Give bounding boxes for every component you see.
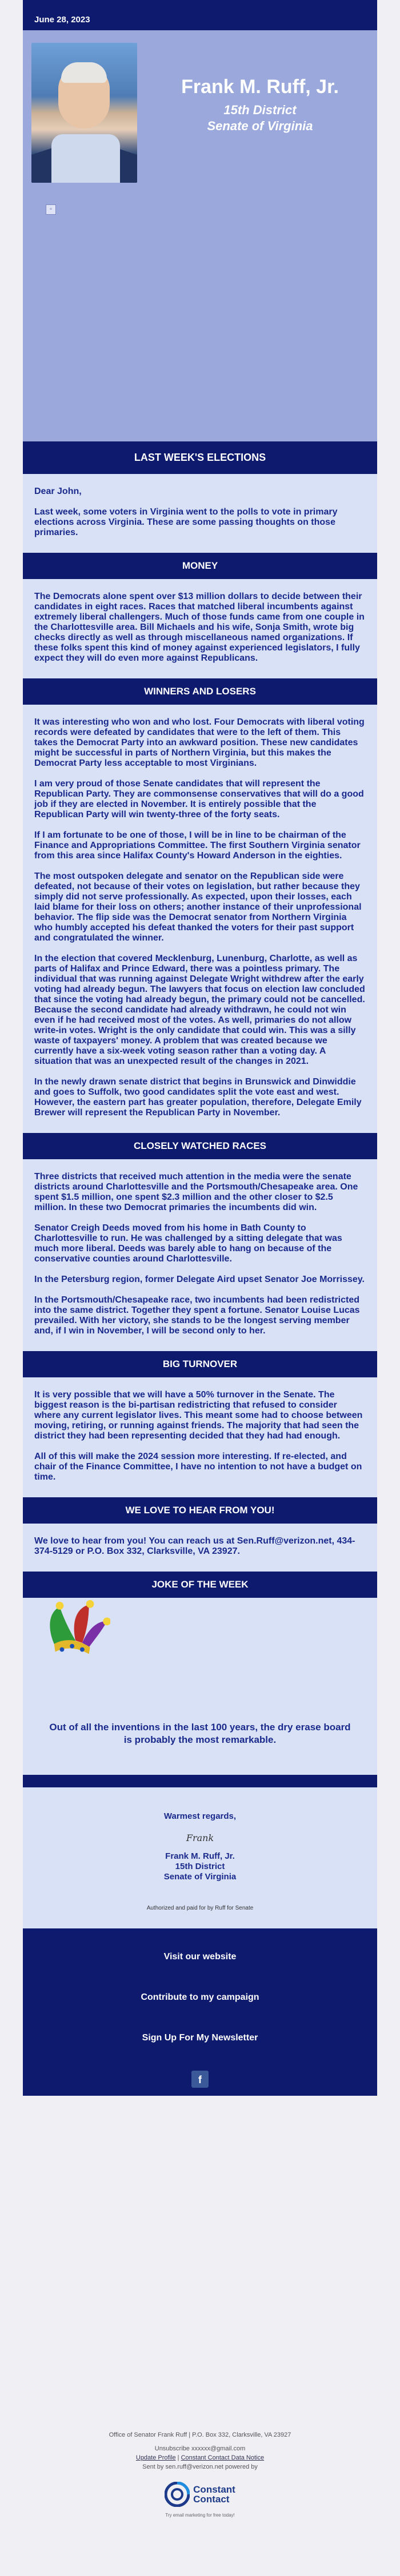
top-bar bbox=[23, 0, 377, 7]
paragraph: The Democrats alone spent over $13 million dollars to decide between their candidates in eight races. Races that matched liberal incumbents against extremely liberal challengers. Much of those funds came from one couple in the Charlottesville area. Bill Michaels and his wife, Sonja Smith, wrote big checks directly as well as through miscellaneous named organizations. If these folks spent this kind of money against experienced legislators, I fully expect they will do even more against Republicans. bbox=[34, 592, 365, 663]
footer-address: Office of Senator Frank Ruff | P.O. Box 332, Clarksville, VA 23927 bbox=[109, 2432, 291, 2438]
footer bbox=[0, 2422, 400, 2520]
signature: Frank bbox=[186, 1832, 214, 1843]
paragraph: If I am fortunate to be one of those, I will be in line to be chairman of the Finance and Appropriations Committee. The first Southern Virginia senator from this area since Halifax County's Howard Anderson in the eighties. bbox=[34, 830, 361, 861]
cc-brand-line2: Contact bbox=[193, 2494, 230, 2505]
section-body-winners bbox=[23, 705, 377, 1133]
section-heading-turnover: BIG TURNOVER bbox=[23, 1351, 377, 1377]
paragraph: We love to hear from you! You can reach us at Sen.Ruff@verizon.net, 434-374-5129 or P.O. Box 332, Clarksville, VA 23927. bbox=[34, 1536, 355, 1556]
paragraph: In the Portsmouth/Chesapeake race, two incumbents had been redistricted into the same district. Together they spent a fortune. Senator Louise Lucas prevailed. With her victory, she stands to be the longest serving member and, if I win in November, I will be second only to her. bbox=[34, 1295, 360, 1336]
section-body-money bbox=[23, 579, 377, 678]
joke-body bbox=[23, 1598, 377, 1775]
section-heading-money: MONEY bbox=[23, 553, 377, 579]
joke-text: Out of all the inventions in the last 100 years, the dry erase board is probably the most remarkable. bbox=[49, 1722, 351, 1745]
section-body-turnover bbox=[23, 1377, 377, 1497]
cc-tagline: Try email marketing for free today! bbox=[165, 2513, 235, 2518]
newsletter-container bbox=[23, 0, 377, 2096]
section-heading-contact: WE LOVE TO HEAR FROM YOU! bbox=[23, 1497, 377, 1524]
constant-contact-icon bbox=[165, 2482, 190, 2507]
paragraph: Senator Creigh Deeds moved from his home in Bath County to Charlottesville to run. He was challenged by a sitting delegate that was much more liberal. Deeds was barely able to hang on because of the conservative counties around Charlottesville. bbox=[34, 1223, 342, 1264]
data-notice-link[interactable]: Constant Contact Data Notice bbox=[181, 2454, 265, 2461]
contribute-button[interactable]: Contribute to my campaign bbox=[23, 1979, 377, 2020]
regards-text: Warmest regards, bbox=[163, 1811, 237, 1821]
senator-district: 15th District bbox=[223, 103, 297, 117]
paragraph: I am very proud of those Senate candidates that will represent the Republican Party. They are commonsense conservatives that will do a good job if they are elected in November. It is entirely possible that the Republican Party will win twenty-three of the forty seats. bbox=[34, 779, 364, 819]
constant-contact-wordmark bbox=[193, 2485, 235, 2504]
constant-contact-logo[interactable] bbox=[165, 2482, 235, 2507]
signoff-block bbox=[23, 1775, 377, 1928]
facebook-icon[interactable]: f bbox=[191, 2071, 209, 2088]
senator-name: Frank M. Ruff, Jr. bbox=[181, 76, 339, 98]
jester-hat-icon bbox=[43, 1600, 110, 1667]
paragraph: In the election that covered Mecklenburg, Lunenburg, Charlotte, as well as parts of Halifax and Prince Edward, there was a pointless primary. The individual that was running against Delegate Wright withdrew after the early voting had already begun. The lawyers that focus on election law concluded that since the voting had already begun, the primary could not be cancelled. Because the second candidate had already withdrawn, he could not win even if he had received most of the votes. As well, primaries do not allow write-in votes. Wright is the only candidate that could win. This was a silly waste of taxpayers' money. A problem that was created because we currently have a six-week voting season rather than a voting day. A situation that was an unexpected result of the changes in 2021. bbox=[34, 954, 365, 1066]
section-heading-joke: JOKE OF THE WEEK bbox=[23, 1572, 377, 1598]
signoff-office: Senate of Virginia bbox=[163, 1872, 237, 1882]
greeting: Dear John, bbox=[34, 487, 82, 496]
paragraph: It was interesting who won and who lost. Four Democrats with liberal voting records were defeated by candidates that were to the left of them. This takes the Democrat Party into an awkward position. These new candidates might be successful in parts of Northern Virginia, but this makes the Democrat Party less acceptable to most Virginians. bbox=[34, 717, 365, 768]
broken-image-icon: ▫ bbox=[46, 204, 56, 215]
signoff-district: 15th District bbox=[175, 1862, 225, 1871]
footer-links bbox=[0, 2453, 400, 2462]
date-label: June 28, 2023 bbox=[23, 7, 377, 30]
senator-photo bbox=[31, 43, 137, 183]
visit-website-button[interactable]: Visit our website bbox=[23, 1939, 377, 1979]
photo-hair bbox=[61, 62, 107, 83]
update-profile-link[interactable]: Update Profile bbox=[135, 2454, 176, 2461]
footer-separator: | bbox=[175, 2454, 181, 2461]
senator-office: Senate of Virginia bbox=[207, 119, 313, 133]
paragraph: In the newly drawn senate district that begins in Brunswick and Dinwiddie and goes to Suffolk, two good candidates split the vote east and west. However, the eastern part has greater population, therefore, Delegate Emily Brewer will represent the Republican Party in November. bbox=[34, 1077, 362, 1118]
section-heading-watched: CLOSELY WATCHED RACES bbox=[23, 1133, 377, 1159]
signoff-name: Frank M. Ruff, Jr. bbox=[165, 1851, 235, 1861]
header-banner bbox=[23, 30, 377, 441]
authorized-by: Authorized and paid for by Ruff for Senate bbox=[146, 1905, 254, 1911]
section-heading-elections: LAST WEEK'S ELECTIONS bbox=[23, 441, 377, 474]
photo-shirt bbox=[51, 134, 120, 183]
section-body-contact bbox=[23, 1524, 377, 1572]
newsletter-signup-button[interactable]: Sign Up For My Newsletter bbox=[23, 2020, 377, 2060]
section-heading-winners: WINNERS AND LOSERS bbox=[23, 678, 377, 705]
header-name-block bbox=[154, 76, 366, 134]
paragraph: All of this will make the 2024 session more interesting. If re-elected, and chair of the Finance Committee, I have no intention to not have a budget on time. bbox=[34, 1452, 362, 1482]
sent-by: Sent by sen.ruff@verizon.net powered by bbox=[142, 2464, 258, 2470]
broken-image-placeholder bbox=[46, 204, 354, 433]
section-body-elections bbox=[23, 474, 377, 553]
paragraph: The most outspoken delegate and senator on the Republican side were defeated, not because of their votes on legislation, but rather because they simply did not serve professionally. As expected, upon their losses, each laid blame for their loss on others; another instance of their unprofessional behavior. The flip side was the Democrat senator from Northern Virginia who humbly accepted his defeat thanked the voters for their past support and congratulated the winner. bbox=[34, 871, 362, 943]
section-body-watched bbox=[23, 1159, 377, 1351]
unsubscribe-link[interactable]: Unsubscribe xxxxxx@gmail.com bbox=[154, 2445, 246, 2452]
paragraph: It is very possible that we will have a 50% turnover in the Senate. The biggest reason is the bi-partisan redistricting that refused to consider where any current legislator lives. This meant some had to choose between moving, retiring, or running against friends. The majority that had seen the district they had been representing decided that they had had enough. bbox=[34, 1390, 363, 1441]
cc-brand-line1: Constant bbox=[193, 2484, 235, 2495]
paragraph: Last week, some voters in Virginia went to the polls to vote in primary elections across Virginia. These are some passing thoughts on those primaries. bbox=[34, 507, 338, 537]
paragraph: Three districts that received much attention in the media were the senate districts around Charlottesville and the Portsmouth/Chesapeake area. One spent $1.5 million, one spent $2.3 million and the other closer to $2.5 million. In these two Democrat primaries the incumbents did win. bbox=[34, 1172, 358, 1212]
paragraph: In the Petersburg region, former Delegate Aird upset Senator Joe Morrissey. bbox=[34, 1275, 365, 1284]
social-bar bbox=[23, 2060, 377, 2096]
cta-block bbox=[23, 1928, 377, 2060]
